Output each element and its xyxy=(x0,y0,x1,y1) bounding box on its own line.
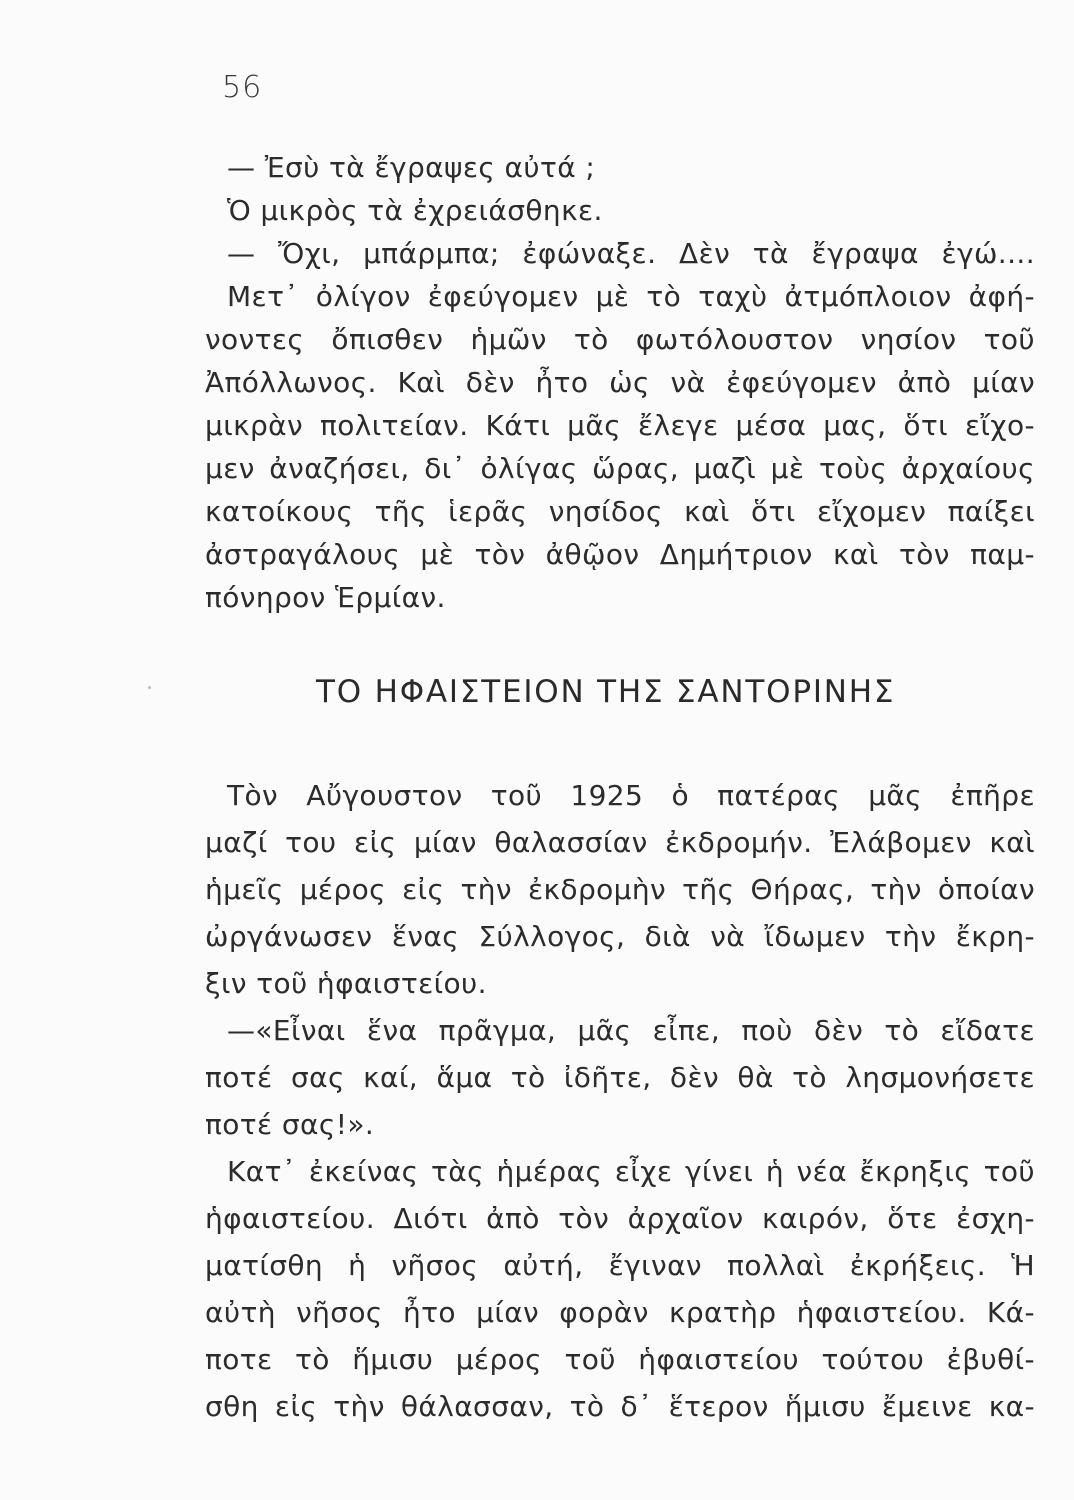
text-line: μικρὰν πολιτείαν. Κάτι μᾶς ἔλεγε μέσα μας, ὅτι εἴχο- xyxy=(205,409,1035,442)
page-number: 56 xyxy=(222,70,263,105)
text-line: ποτε τὸ ἥμισυ μέρος τοῦ ἡφαιστείου τούτου ἐβυθί- xyxy=(205,1343,1035,1376)
paper-speck xyxy=(148,686,151,689)
text-line: σθη εἰς τὴν θάλασσαν, τὸ δ᾽ ἕτερον ἥμισυ ἔμεινε κα- xyxy=(205,1390,1035,1423)
text-line: Τὸν Αὔγουστον τοῦ 1925 ὁ πατέρας μᾶς ἐπῆρε xyxy=(227,779,1035,812)
text-line: ξιν τοῦ ἡφαιστείου. xyxy=(205,967,487,1000)
text-line: — Ἐσὺ τὰ ἔγραψες αὐτά ; xyxy=(227,151,596,184)
text-line: κατοίκους τῆς ἱερᾶς νησίδος καὶ ὅτι εἴχομεν παίξει xyxy=(205,495,1035,528)
section-heading: ΤΟ ΗΦΑΙΣΤΕΙΟΝ ΤΗΣ ΣΑΝΤΟΡΙΝΗΣ xyxy=(316,674,896,710)
text-line: — Ὄχι, μπάρμπα; ἐφώναξε. Δὲν τὰ ἔγραψα ἐγώ.... xyxy=(227,237,1035,270)
text-line: νοντες ὄπισθεν ἡμῶν τὸ φωτόλουστον νησίον τοῦ xyxy=(205,323,1035,356)
text-line: Κατ᾽ ἐκείνας τὰς ἡμέρας εἶχε γίνει ἡ νέα ἔκρηξις τοῦ xyxy=(227,1155,1035,1188)
text-line: μεν ἀναζήσει, δι᾽ ὀλίγας ὥρας, μαζὶ μὲ τοὺς ἀρχαίους xyxy=(205,452,1035,485)
text-line: μαζί του εἰς μίαν θαλασσίαν ἐκδρομήν. Ἐλάβομεν καὶ xyxy=(205,826,1035,859)
text-line: ἡμεῖς μέρος εἰς τὴν ἐκδρομὴν τῆς Θήρας, τὴν ὁποίαν xyxy=(205,873,1035,906)
text-line: —«Εἶναι ἕνα πρᾶγμα, μᾶς εἶπε, ποὺ δὲν τὸ εἴδατε xyxy=(227,1014,1035,1047)
text-line: ἡφαιστείου. Διότι ἀπὸ τὸν ἀρχαῖον καιρόν, ὅτε ἐσχη- xyxy=(205,1202,1035,1235)
passage-1 xyxy=(205,146,1035,619)
text-line: αὐτὴ νῆσος ἦτο μίαν φορὰν κρατὴρ ἡφαιστείου. Κά- xyxy=(205,1296,1035,1329)
text-line: ἀστραγάλους μὲ τὸν ἀθῷον Δημήτριον καὶ τὸν παμ- xyxy=(205,538,1035,571)
text-line: Ὁ μικρὸς τὰ ἐχρειάσθηκε. xyxy=(227,194,603,227)
passage-2 xyxy=(205,772,1035,1430)
text-line: ποτέ σας!». xyxy=(205,1108,375,1141)
text-line: ματίσθη ἡ νῆσος αὐτή, ἔγιναν πολλαὶ ἐκρήξεις. Ἡ xyxy=(205,1249,1035,1282)
text-line: Μετ᾽ ὀλίγον ἐφεύγομεν μὲ τὸ ταχὺ ἀτμόπλοιον ἀφή- xyxy=(227,280,1035,313)
text-line: πόνηρον Ἑρμίαν. xyxy=(205,581,446,614)
text-line: Ἀπόλλωνος. Καὶ δὲν ἦτο ὡς νὰ ἐφεύγομεν ἀπὸ μίαν xyxy=(205,366,1035,399)
text-line: ποτέ σας καί, ἅμα τὸ ἰδῆτε, δὲν θὰ τὸ λησμονήσετε xyxy=(205,1061,1035,1094)
text-line: ὠργάνωσεν ἕνας Σύλλογος, διὰ νὰ ἴδωμεν τὴν ἔκρη- xyxy=(205,920,1035,953)
